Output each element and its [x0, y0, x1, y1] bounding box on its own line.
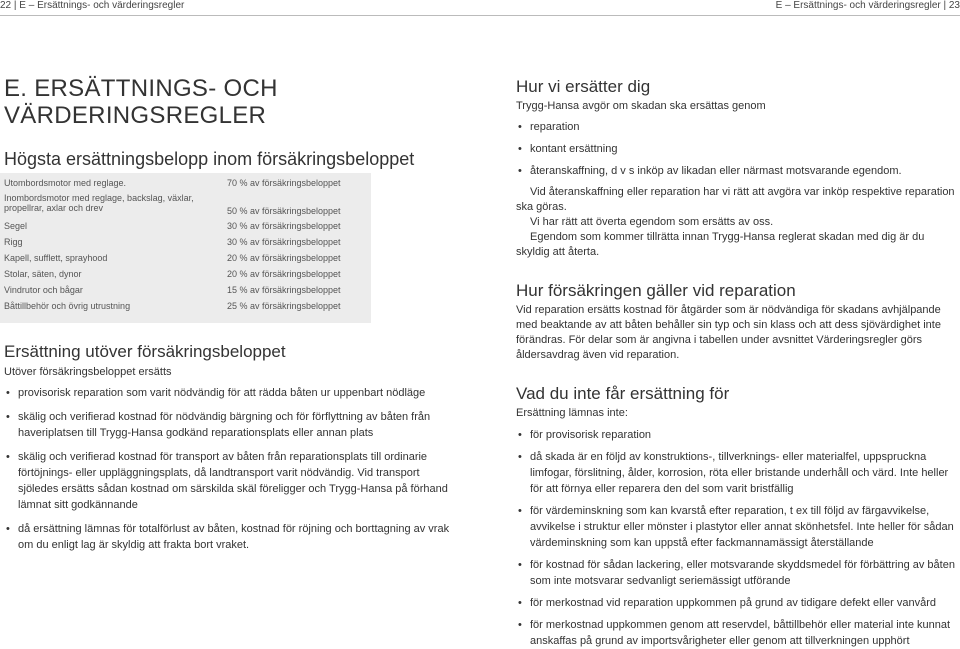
list-item: • skälig och verifierad kostnad för transport av båten från reparationsplats till ordinarie förtöjnings- eller uppläggningsplats, då landtransport varit nödvändig. Vid transport sjöledes ersätts sådan kostnad om särskilda skäl föreligger och Trygg-Hansa på förhand lämnat sitt godkännande: [4, 449, 454, 513]
table-row: [0, 301, 371, 323]
row-label: Båttillbehör och övrig utrustning: [4, 301, 131, 311]
row-label: Segel: [4, 221, 28, 231]
chapter-title-line1: E. ERSÄTTNINGS- OCH: [4, 75, 278, 102]
table-row: [0, 253, 371, 269]
exclusions-title: Vad du inte får ersättning för: [516, 384, 730, 403]
right-column: [516, 76, 960, 649]
table-row: [0, 173, 371, 193]
row-value: 20 % av försäkringsbeloppet: [226, 269, 341, 279]
page-header-right: E – Ersättnings- och värderingsregler | 23: [775, 0, 960, 11]
compensation-lead: Trygg-Hansa avgör om skadan ska ersättas genom: [516, 100, 766, 112]
list-item: • skälig och verifierad kostnad för nödvändig bärgning och för förflyttning av båten från haveriplatsen till Trygg-Hansa godkänd reparationsplats eller annan plats: [4, 409, 454, 441]
page-header-left: 22 | E – Ersättnings- och värderingsregler: [0, 0, 185, 11]
table-row: [0, 285, 371, 301]
table-row: [0, 193, 371, 221]
list-item: • då skada är en följd av konstruktions-, tillverknings- eller materialfel, uppspruckna limfogar, förslitning, ålder, korrosion, röta eller bristande underhåll och värd. Inte heller för att förnya eller reparera den del som varit bristfällig: [516, 449, 960, 497]
row-value: 15 % av försäkringsbeloppet: [226, 285, 341, 295]
row-value: 30 % av försäkringsbeloppet: [226, 221, 341, 231]
list-item: • återanskaffning, d v s inköp av likadan eller närmast motsvarande egendom.: [516, 163, 960, 179]
row-label: Inombordsmotor med reglage, backslag, växlar, propellrar, axlar och drev: [4, 193, 194, 213]
table-row: [0, 221, 371, 237]
row-label: Kapell, sufflett, sprayhood: [4, 253, 108, 263]
extra-bullets: [4, 385, 454, 553]
list-item: • för merkostnad uppkommen genom att reservdel, båttillbehör eller material inte kunnat anskaffas på grund av importsvårigheter eller genom att tillverkningen upphört: [516, 617, 960, 649]
list-item: • för merkostnad vid reparation uppkommen på grund av tidigare defekt eller vanvård: [516, 595, 960, 611]
table-row: [0, 237, 371, 253]
list-item: • provisorisk reparation som varit nödvändig för att rädda båten ur uppenbart nödläge: [4, 385, 454, 401]
row-label: Utombordsmotor med reglage.: [4, 178, 127, 188]
paragraph: Egendom som kommer tillrätta innan Trygg-Hansa reglerat skadan med dig är du skyldig att återta.: [516, 231, 925, 258]
compensation-bullets: [516, 119, 960, 179]
left-column: [4, 75, 504, 170]
list-item: • för kostnad för sådan lackering, eller motsvarande skyddsmedel för förbättring av båten som inte motsvarar sedvanligt seriemässigt utförande: [516, 557, 960, 589]
paragraph: Vid återanskaffning eller reparation har vi rätt att avgöra var inköp respektive reparation ska göras.: [516, 186, 955, 213]
row-value: 20 % av försäkringsbeloppet: [226, 253, 341, 263]
repair-text: Vid reparation ersätts kostnad för åtgärder som är nödvändiga för skadans avhjälpande med beaktande av att båten behåller sin typ och sin klass och att dess sjövärdighet inte förändras. För delar som är angivna i tabellen under avsnittet Värderingsregler görs åldersavdrag även vid reparation.: [516, 304, 941, 361]
row-value: 50 % av försäkringsbeloppet: [226, 206, 341, 216]
row-label: Rigg: [4, 237, 23, 247]
list-item: • för provisorisk reparation: [516, 427, 960, 443]
extra-title: Ersättning utöver försäkringsbeloppet: [4, 342, 286, 361]
repair-title: Hur försäkringen gäller vid reparation: [516, 281, 796, 300]
list-item: • då ersättning lämnas för totalförlust av båten, kostnad för röjning och borttagning av vrak om du enligt lag är skyldig att frakta bort vraket.: [4, 521, 454, 553]
chapter-title-line2: VÄRDERINGSREGLER: [4, 102, 267, 129]
row-label: Vindrutor och bågar: [4, 285, 83, 295]
list-item: • för värdeminskning som kan kvarstå efter reparation, t ex till följd av färgavvikelse, avvikelse i struktur eller mönster i plastytor eller annat skönhetsfel. Inte heller för sådan värdeminskning som kan uppstå efter fackmannamässigt återställande: [516, 503, 960, 551]
paragraph: Vi har rätt att överta egendom som ersätts av oss.: [530, 216, 774, 228]
exclusions-lead: Ersättning lämnas inte:: [516, 407, 628, 419]
row-value: 70 % av försäkringsbeloppet: [226, 178, 341, 188]
header-divider: [0, 15, 960, 16]
row-value: 25 % av försäkringsbeloppet: [226, 301, 341, 311]
section-title: Högsta ersättningsbelopp inom försäkringsbeloppet: [4, 149, 415, 169]
row-label: Stolar, säten, dynor: [4, 269, 82, 279]
chapter-title: [4, 75, 504, 129]
table-row: [0, 269, 371, 285]
compensation-title: Hur vi ersätter dig: [516, 77, 651, 96]
list-item: • kontant ersättning: [516, 141, 960, 157]
rates-table: [0, 173, 371, 323]
extra-lead: Utöver försäkringsbeloppet ersätts: [4, 366, 172, 378]
extra-compensation-section: [4, 341, 454, 553]
row-value: 30 % av försäkringsbeloppet: [226, 237, 341, 247]
list-item: • reparation: [516, 119, 960, 135]
exclusions-bullets: [516, 427, 960, 649]
